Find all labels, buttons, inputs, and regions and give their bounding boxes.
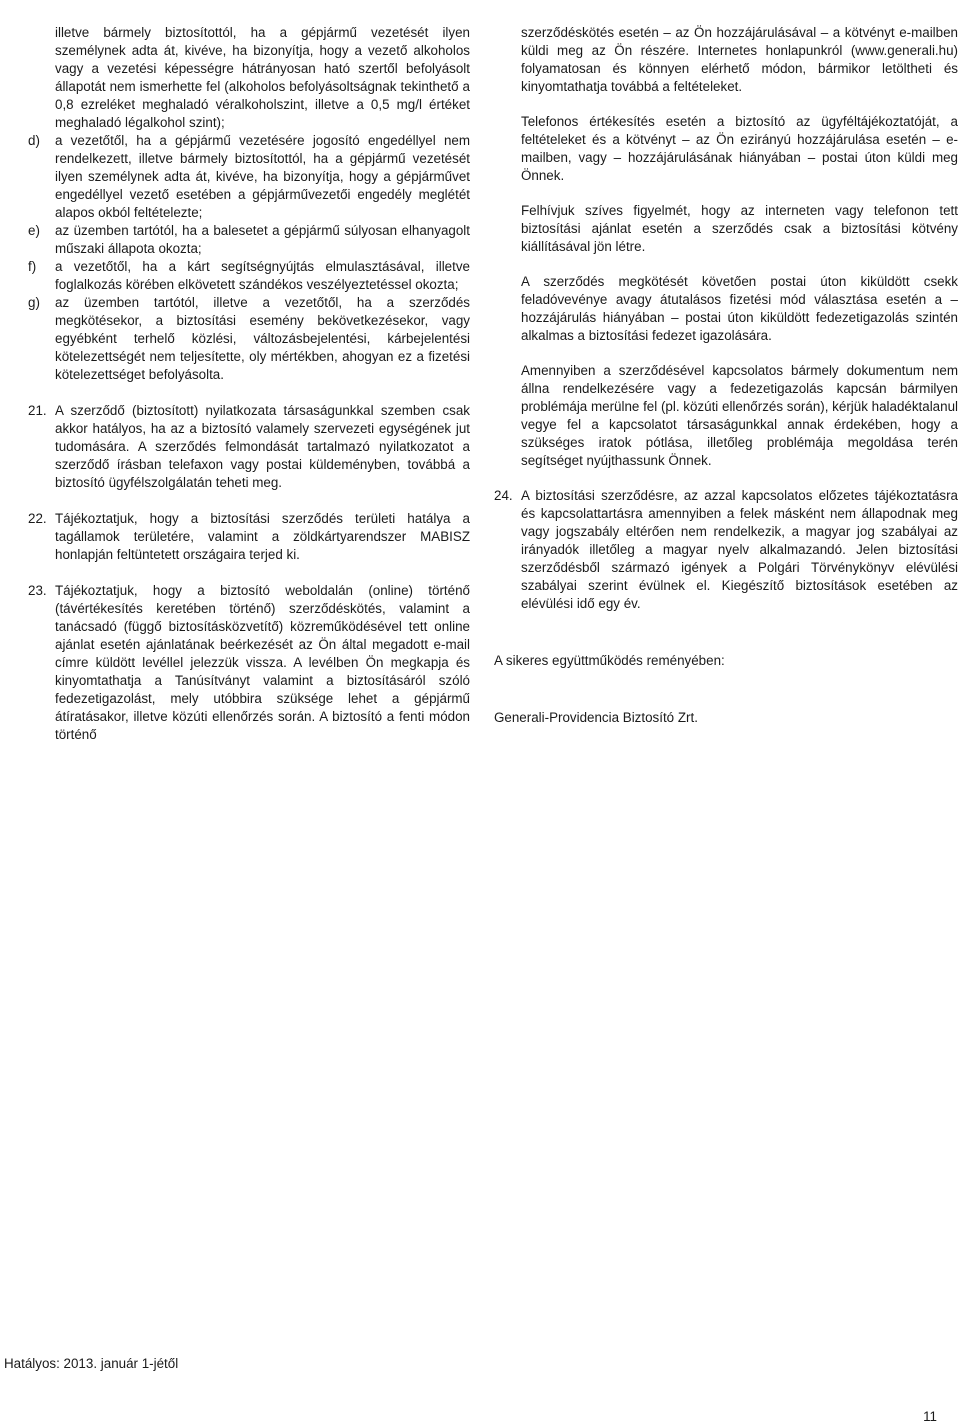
list-item-label: d)	[28, 133, 40, 148]
section-text: Tájékoztatjuk, hogy a biztosító weboldalán (online) történő (távértékesítés keretében történő) szerződéskötés, valamint a tanácsadó (függő biztosításközvetítő) közreműködésével tett online ajánlat esetén ajánlatának beérkezését az Ön által megadott e-mail címre küldött levéllel jelezzük vissza. A levélben Ön megkapja és kinyomtathatja a Tanúsítványt valamint a biztosításáról szóló fedezetigazolást, mely utóbbira szüksége lehet a gépjármű átíratásakor, illetve közúti ellenőrzés során. A biztosító a fenti módon történő	[55, 583, 470, 742]
section-23	[28, 582, 470, 744]
list-item-text: az üzemben tartótól, ha a balesetet a gépjármű súlyosan elhanyagolt műszaki állapota okozta;	[55, 223, 470, 256]
section-number: 24.	[494, 488, 513, 503]
list-item-label: e)	[28, 223, 40, 238]
list-item-text: a vezetőtől, ha a kárt segítségnyújtás elmulasztásával, illetve foglalkozás körében elkövetett szándékos veszélyeztetéssel okozta;	[55, 259, 470, 292]
list-item-g	[28, 294, 470, 384]
right-column	[494, 24, 958, 727]
effective-date-note: Hatályos: 2013. január 1-jétől	[4, 1356, 179, 1371]
section-24	[494, 487, 958, 613]
signature-company: Generali-Providencia Biztosító Zrt.	[494, 710, 698, 725]
left-column	[28, 24, 470, 744]
telephone-sales-paragraph: Telefonos értékesítés esetén a biztosító az ügyféltájékoztatóját, a feltételeket és a kötvényt – az Ön ezirányú hozzájárulása esetén – e-mailben, vagy – hozzájárulásának hiányában – postai úton küldi meg Önnek.	[521, 114, 958, 183]
section-text: Tájékoztatjuk, hogy a biztosítási szerződés területi hatálya a tagállamok területére, valamint a zöldkártyarendszer MABISZ honlapján feltüntetett országaira terjed ki.	[55, 511, 470, 562]
section-text: A szerződő (biztosított) nyilatkozata társaságunkkal szemben csak akkor hatályos, ha az a biztosító valamely szervezeti egységének jut tudomására. A szerződés felmondását tartalmazó nyilatkozatot a szerződő írásban telefaxon vagy postai küldeményben, továbbá a biztosító ügyfélszolgálatán teheti meg.	[55, 403, 470, 490]
list-item-label: f)	[28, 259, 37, 274]
missing-document-paragraph: Amennyiben a szerződésével kapcsolatos bármely dokumentum nem állna rendelkezésére vagy a fedezetigazolás kapcsán bármilyen problémája merülne fel (pl. közúti ellenőrzés során), kérjük haladéktalanul vegye fel a kapcsolatot társaságunkkal annak érdekében, hogy a szükséges iratok pótlása, illetőleg problémája megoldása terén segítséget nyújthassunk Önnek.	[521, 363, 958, 468]
section-22	[28, 510, 470, 564]
list-item-label: g)	[28, 295, 40, 310]
section-21	[28, 402, 470, 492]
page-number: 11	[923, 1409, 937, 1424]
closing-line: A sikeres együttműködés reményében:	[494, 653, 725, 668]
section-23-continuation: szerződéskötés esetén – az Ön hozzájárulásával – a kötvényt e-mailben küldi meg az Ön részére. Internetes honlapunkról (www.generali.hu) folyamatosan és könnyen elérhető módon, bármikor letöltheti és kinyomtathatja továbbá a feltételeket.	[521, 25, 958, 94]
postal-coverage-paragraph: A szerződés megkötését követően postai úton kiküldött csekk feladóvevénye avagy átutalásos fizetési mód választása esetén a – hozzájárulás hiányában – postai úton kiküldött fedezetigazolás szintén alkalmas a biztosítási fedezet igazolására.	[521, 274, 958, 343]
notice-paragraph: Felhívjuk szíves figyelmét, hogy az interneten vagy telefonon tett biztosítási ajánlat esetén a szerződés csak a biztosítási kötvény kiállításával jön létre.	[521, 203, 958, 254]
list-item-text: az üzemben tartótól, illetve a vezetőtől, ha a szerződés megkötésekor, a biztosítási esemény bekövetkezésekor, vagy egyébként terhelő közlési, változásbejelentési, kárbejelentési kötelezettségét nem teljesítette, oly mértékben, ahogyan ez a fizetési kötelezettséget befolyásolta.	[55, 295, 470, 382]
list-item-d	[28, 132, 470, 222]
section-number: 23.	[28, 583, 47, 598]
section-number: 22.	[28, 511, 47, 526]
section-number: 21.	[28, 403, 47, 418]
section-text: A biztosítási szerződésre, az azzal kapcsolatos előzetes tájékoztatásra és kapcsolattartásra amennyiben a felek másként nem állapodnak meg vagy jogszabály eltérően nem rendelkezik, a magyar jog szabályai az irányadók illetőleg a magyar nyelv alkalmazandó. Jelen biztosítási szerződésből származó igények a Polgári Törvénykönyv elévülési szabályai szerint évülnek el. Kiegészítő biztosítások esetében az elévülési idő egy év.	[521, 488, 958, 611]
list-item-f	[28, 258, 470, 294]
list-item-text: a vezetőtől, ha a gépjármű vezetésére jogosító engedéllyel nem rendelkezett, illetve bármely biztosítottól, ha a gépjármű vezetését ilyen személynek adta át, kivéve, ha bizonyítja, hogy a gépjárművet engedéllyel vezető esetében a gépjárművezetői engedély meglétét alapos okból feltételezte;	[55, 133, 470, 220]
list-item-e	[28, 222, 470, 258]
list-continuation-text: illetve bármely biztosítottól, ha a gépjármű vezetését ilyen személynek adta át, kivéve, ha bizonyítja, hogy a vezető alkoholos vagy a vezetési képességre hátrányosan ható szertől befolyásolt állapotát nem ismerhette fel (alkoholos befolyásoltságnak tekinthető a 0,8 ezreléket meghaladó véralkoholszint, illetve a 0,5 mg/l értéket meghaladó légalkohol szint);	[55, 25, 470, 130]
